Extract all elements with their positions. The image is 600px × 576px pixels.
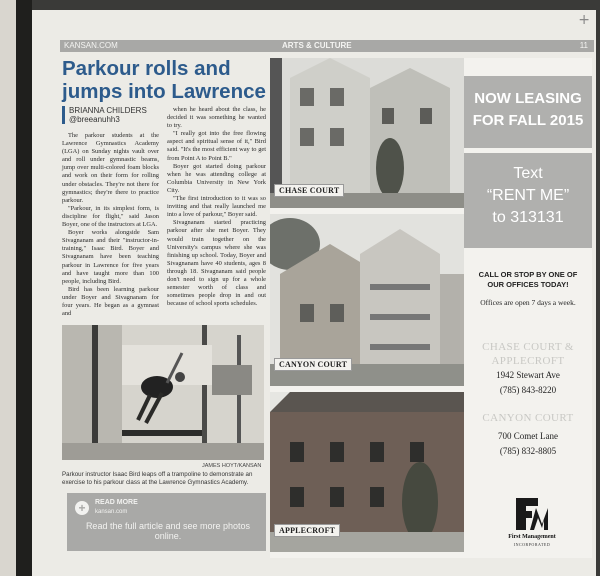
- photo-label: CHASE COURT: [274, 184, 344, 197]
- call-to-action: [464, 270, 592, 290]
- location-phone: (785) 832-8805: [499, 446, 557, 456]
- read-more-site[interactable]: kansan.com: [95, 509, 128, 515]
- call-line: CALL OR STOP BY ONE OF: [478, 270, 578, 279]
- leasing-advertisement: [270, 58, 592, 558]
- paragraph: "The first introduction to it was so inviting and that really launched me into a love of parkour," Boyer said.: [167, 195, 266, 219]
- gym-scene-illustration: [62, 325, 264, 460]
- paragraph: "Parkour, in its simplest form, is discipline for flight," said Jason Boyer, one of the instructors at LGA.: [62, 204, 159, 229]
- author-handle: @breeanuhh3: [69, 115, 120, 124]
- location-name-line: CANYON COURT: [482, 412, 574, 424]
- author-name: BRIANNA CHILDERS: [69, 106, 147, 115]
- location-name: [464, 340, 592, 368]
- paragraph: Bird has been learning parkour under Boyer and Sivagnanam for four years. He began as a gymnast and: [62, 285, 159, 318]
- read-more-body: Read the full article and see more photos online.: [85, 521, 251, 541]
- location-address: 1942 Stewart Ave: [496, 370, 560, 380]
- byline: [62, 106, 147, 124]
- paragraph: when he heard about the class, he decided it was something he wanted to try.: [167, 106, 266, 130]
- logo-subtext: INCORPORATED: [513, 542, 551, 547]
- text-line: Text: [513, 165, 543, 182]
- article-column-2: [167, 106, 266, 308]
- article-column-1: [62, 132, 159, 318]
- text-rent-me-box: [464, 153, 592, 248]
- article-headline: Parkour rolls and jumps into Lawrence: [62, 57, 266, 103]
- text-line: to 313131: [492, 209, 564, 226]
- location-name-line: APPLECROFT: [491, 355, 565, 367]
- read-more-box[interactable]: [67, 493, 266, 551]
- banner-line: FOR FALL 2015: [472, 112, 584, 129]
- photo-caption: Parkour instructor Isaac Bird leaps off a trampoline to demonstrate an exercise to his parkour class at the Lawrence Gymnastics Academy.: [62, 471, 253, 486]
- location-name: [464, 411, 592, 425]
- paragraph: The parkour students at the Lawrence Gymnastics Academy (LGA) on Sunday nights vault over and roll under gymnastic beams, jump over multi-colored foam blocks and work on their form for rolling under obstacles. They're not there for gymnastics; they're there to practice parkour.: [62, 132, 159, 204]
- paragraph: "I really got into the free flowing aspect and spiritual sense of it," Bird said. "It's the most efficient way to get from Point A to Point B.": [167, 130, 266, 162]
- paragraph: Sivagnanam started practicing parkour after she met Boyer. They would train together on the University's campus where she was finishing up school. Today, Boyer and Sivagnanam have 40 students, ages 8 through 18. Sivagnanam said people don't need to sign up for a whole semester worth of class and sometimes people drop in and out because of school sports schedules.: [167, 219, 266, 308]
- location-address: 700 Comet Lane: [498, 431, 558, 441]
- photo-credit: JAMES HOYT/KANSAN: [202, 463, 262, 469]
- text-line: “RENT ME”: [486, 187, 570, 204]
- first-management-logo-icon: [512, 494, 552, 534]
- page-gutter: [16, 0, 32, 576]
- crop-mark-icon: +: [578, 12, 590, 28]
- paragraph: Boyer works alongside Sam Sivagnanam and their "instructor-in-training," Isaac Bird. Boyer and Sivagnanam have been teaching parkour in Lawrence for five years and have taught more than 100 people, including Bird.: [62, 229, 159, 285]
- logo-text: First Management: [508, 534, 556, 540]
- paragraph: Boyer got started doing parkour when he was attending college at Columbia University in New York City.: [167, 162, 266, 194]
- page-header-bar: [60, 40, 594, 52]
- now-leasing-banner: [464, 76, 592, 148]
- photo-label: APPLECROFT: [274, 524, 340, 537]
- office-hours: Offices are open 7 days a week.: [480, 298, 576, 307]
- site-name: KANSAN.COM: [64, 41, 118, 50]
- parkour-photo: [62, 325, 264, 460]
- plus-icon: +: [75, 501, 89, 515]
- call-line: OUR OFFICES TODAY!: [487, 280, 569, 289]
- location-name-line: CHASE COURT &: [482, 341, 574, 353]
- photo-label: CANYON COURT: [274, 358, 352, 371]
- banner-line: NOW LEASING: [474, 90, 582, 107]
- section-name: ARTS & CULTURE: [282, 41, 352, 50]
- page-number: 11: [579, 41, 588, 50]
- read-more-title: READ MORE: [95, 499, 138, 506]
- location-phone: (785) 843-8220: [499, 385, 557, 395]
- newspaper-page: [32, 10, 596, 576]
